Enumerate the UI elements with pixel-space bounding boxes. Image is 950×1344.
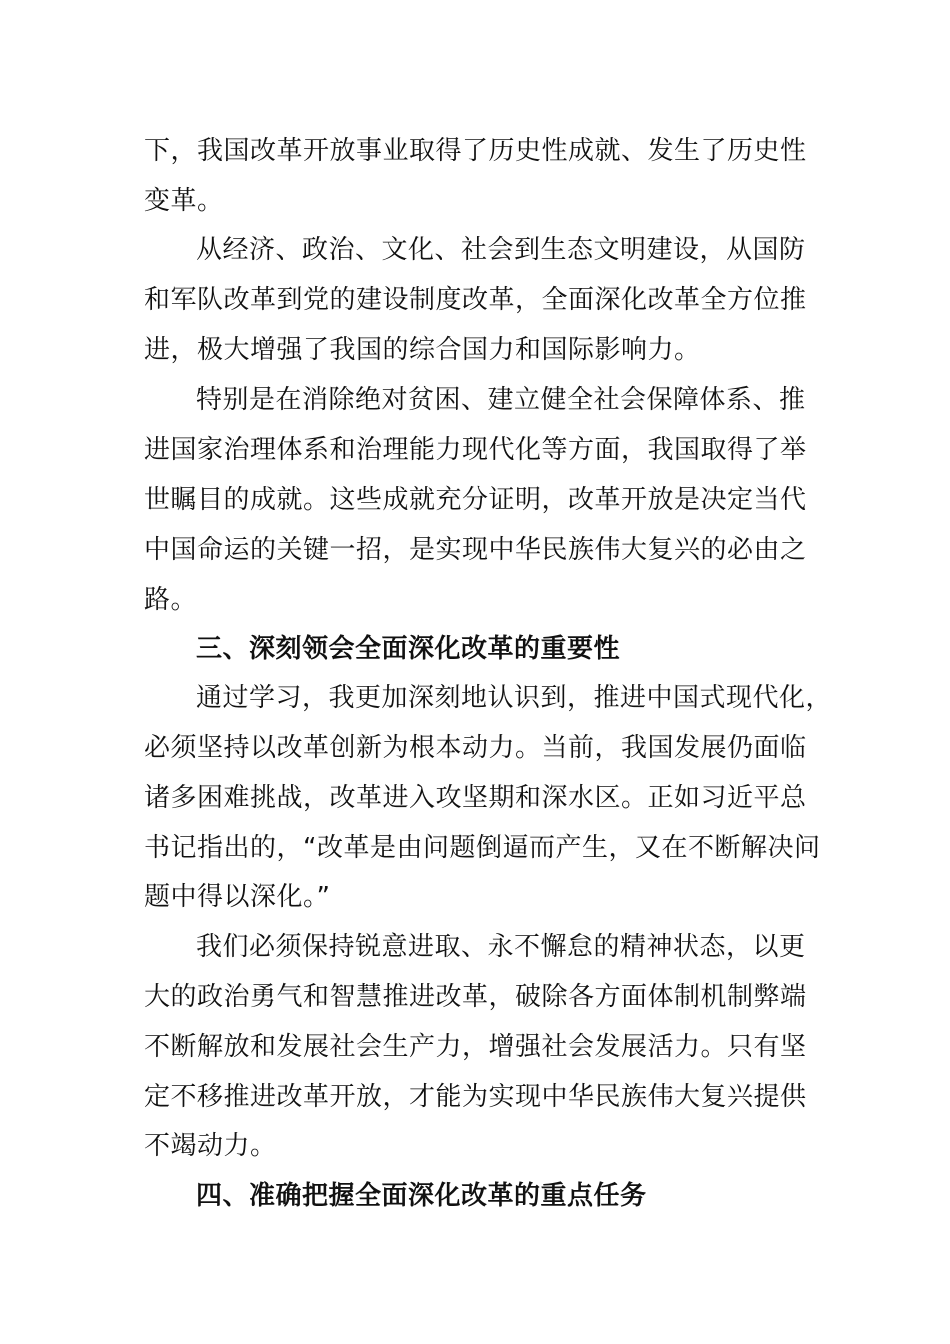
section-heading: 三、深刻领会全面深化改革的重要性 [196,634,621,664]
paragraph-line: 不断解放和发展社会生产力，增强社会发展活力。只有坚 [144,1032,807,1062]
paragraph-line: 和军队改革到党的建设制度改革，全面深化改革全方位推 [144,285,807,315]
paragraph-line: 定不移推进改革开放，才能为实现中华民族伟大复兴提供 [144,1082,807,1112]
paragraph-line: 通过学习，我更加深刻地认识到，推进中国式现代化， [196,683,833,713]
paragraph-line: 进，极大增强了我国的综合国力和国际影响力。 [144,335,701,365]
paragraph-line: 我们必须保持锐意进取、永不懈怠的精神状态，以更 [196,932,806,962]
section-heading: 四、准确把握全面深化改革的重点任务 [196,1181,647,1211]
paragraph-line: 进国家治理体系和治理能力现代化等方面，我国取得了举 [144,435,807,465]
paragraph-line: 中国命运的关键一招，是实现中华民族伟大复兴的必由之 [144,535,807,565]
paragraph-line: 诸多困难挑战，改革进入攻坚期和深水区。正如习近平总 [144,783,807,813]
paragraph-line: 下，我国改革开放事业取得了历史性成就、发生了历史性 [144,136,807,166]
paragraph-line: 必须坚持以改革创新为根本动力。当前，我国发展仍面临 [144,733,807,763]
paragraph-line: 变革。 [144,186,224,216]
paragraph-line: 特别是在消除绝对贫困、建立健全社会保障体系、推 [196,385,806,415]
paragraph-line: 不竭动力。 [144,1131,277,1161]
paragraph-line: 世瞩目的成就。这些成就充分证明，改革开放是决定当代 [144,485,807,515]
paragraph-line: 从经济、政治、文化、社会到生态文明建设，从国防 [196,235,806,265]
paragraph-line: 大的政治勇气和智慧推进改革，破除各方面体制机制弊端 [144,982,807,1012]
paragraph-line: 路。 [144,585,198,615]
paragraph-line: 书记指出的，“改革是由问题倒逼而产生，又在不断解决问 [144,833,821,863]
paragraph-line: 题中得以深化。” [144,882,331,912]
